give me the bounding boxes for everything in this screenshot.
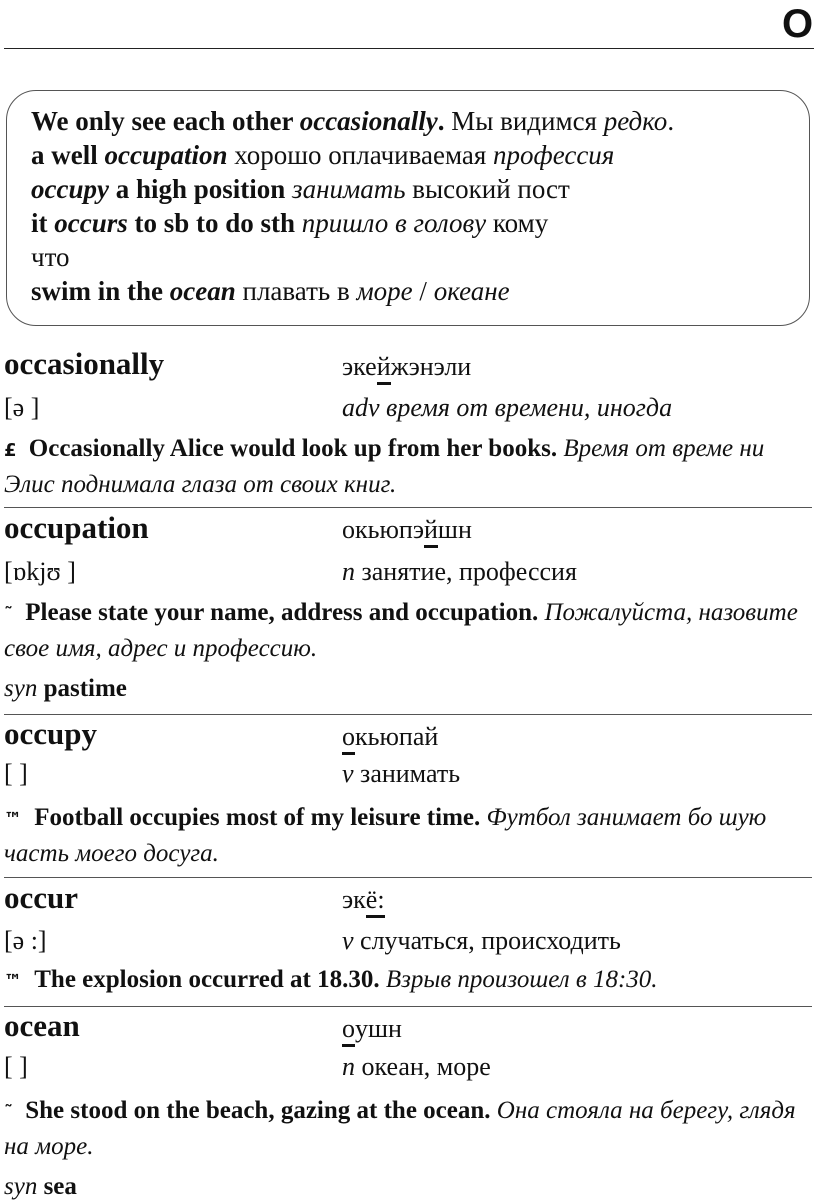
- example-fragment: swim in the: [31, 276, 170, 306]
- example-fragment: хорошо оплачиваемая: [227, 140, 494, 170]
- example-marker: ˜: [4, 604, 13, 625]
- example-fragment: .: [667, 106, 675, 136]
- example-marker: ™: [4, 809, 22, 830]
- russian-reading: экейжэнэли: [342, 352, 472, 381]
- example-fragment: occasionally: [299, 106, 438, 136]
- example-fragment: a high position: [108, 174, 293, 204]
- examples-box: [6, 90, 810, 326]
- transcription: [ɒkjʊ ]: [4, 557, 76, 586]
- example-marker: ˜: [4, 1102, 13, 1123]
- entry-divider: [4, 507, 812, 508]
- example-fragment: что: [31, 242, 70, 272]
- translation: n океан, море: [342, 1052, 491, 1081]
- transcription: [ə ]: [4, 393, 40, 422]
- example-fragment: a well: [31, 140, 105, 170]
- example-fragment: /: [412, 276, 434, 306]
- example-fragment: море: [356, 276, 413, 306]
- headword: occur: [4, 880, 79, 915]
- headword: occupation: [4, 510, 149, 545]
- usage-example: ˜ She stood on the beach, gazing at the ocean. Она стояла на берегу, глядя на море.: [4, 1097, 796, 1160]
- header-rule: [4, 48, 814, 49]
- synonym: syn pastime: [4, 675, 127, 702]
- example-fragment: океане: [433, 276, 510, 306]
- example-fragment: плавать в: [235, 276, 357, 306]
- translation: v занимать: [342, 759, 461, 788]
- synonym: syn sea: [4, 1173, 77, 1200]
- translation: n занятие, профессия: [342, 557, 577, 586]
- usage-example: ™ The explosion occurred at 18.30. Взрыв произошел в 18:30.: [4, 966, 658, 993]
- example-fragment: профессия: [493, 140, 615, 170]
- example-line: [31, 173, 570, 205]
- example-line: [31, 241, 70, 273]
- transcription: [ ]: [4, 1052, 28, 1081]
- transcription: [ ]: [4, 759, 28, 788]
- headword: ocean: [4, 1008, 80, 1043]
- example-line: [31, 139, 614, 171]
- translation: v случаться, происходить: [342, 926, 621, 955]
- russian-reading: экё:: [342, 885, 385, 914]
- example-fragment: .: [437, 106, 445, 136]
- example-line: [31, 275, 510, 307]
- usage-example: £ Occasionally Alice would look up from her books. Время от време ни Элис поднимала глаза от своих книг.: [4, 435, 765, 498]
- example-fragment: We only see each other: [31, 106, 300, 136]
- example-fragment: редко: [603, 106, 668, 136]
- example-fragment: пришло в голову: [301, 208, 487, 238]
- example-fragment: occupation: [104, 140, 228, 170]
- stress-mark: о: [342, 722, 355, 751]
- example-line: [31, 207, 548, 239]
- entry-divider: [4, 877, 812, 878]
- headword: occupy: [4, 716, 97, 751]
- example-fragment: occurs: [54, 208, 128, 238]
- stress-mark: ё:: [365, 885, 385, 914]
- example-fragment: занимать: [292, 174, 406, 204]
- usage-example: ˜ Please state your name, address and occupation. Пожалуйста, назовите свое имя, адрес и профессию.: [4, 599, 798, 662]
- transcription: [ə :]: [4, 926, 47, 955]
- example-fragment: occupy: [31, 174, 109, 204]
- translation: adv время от времени, иногда: [342, 393, 673, 422]
- example-fragment: to sb to do sth: [127, 208, 302, 238]
- example-line: [31, 105, 674, 137]
- example-fragment: it: [31, 208, 55, 238]
- stress-mark: й: [376, 352, 391, 381]
- russian-reading: оушн: [342, 1014, 402, 1043]
- example-fragment: Мы видимся: [444, 106, 604, 136]
- example-marker: ™: [4, 971, 22, 992]
- russian-reading: окьюпай: [342, 722, 439, 751]
- usage-example: ™ Football occupies most of my leisure time. Футбол занимает бо шую часть моего досуга.: [4, 804, 767, 867]
- stress-mark: о: [342, 1014, 355, 1043]
- headword: occasionally: [4, 346, 165, 381]
- page-letter: O: [782, 2, 814, 46]
- entry-divider: [4, 1006, 812, 1007]
- example-fragment: ocean: [169, 276, 236, 306]
- stress-mark: й: [424, 515, 438, 544]
- russian-reading: окьюпэйшн: [342, 515, 472, 544]
- example-fragment: высокий пост: [405, 174, 570, 204]
- example-marker: £: [4, 440, 17, 461]
- entry-divider: [4, 714, 812, 715]
- example-fragment: кому: [486, 208, 549, 238]
